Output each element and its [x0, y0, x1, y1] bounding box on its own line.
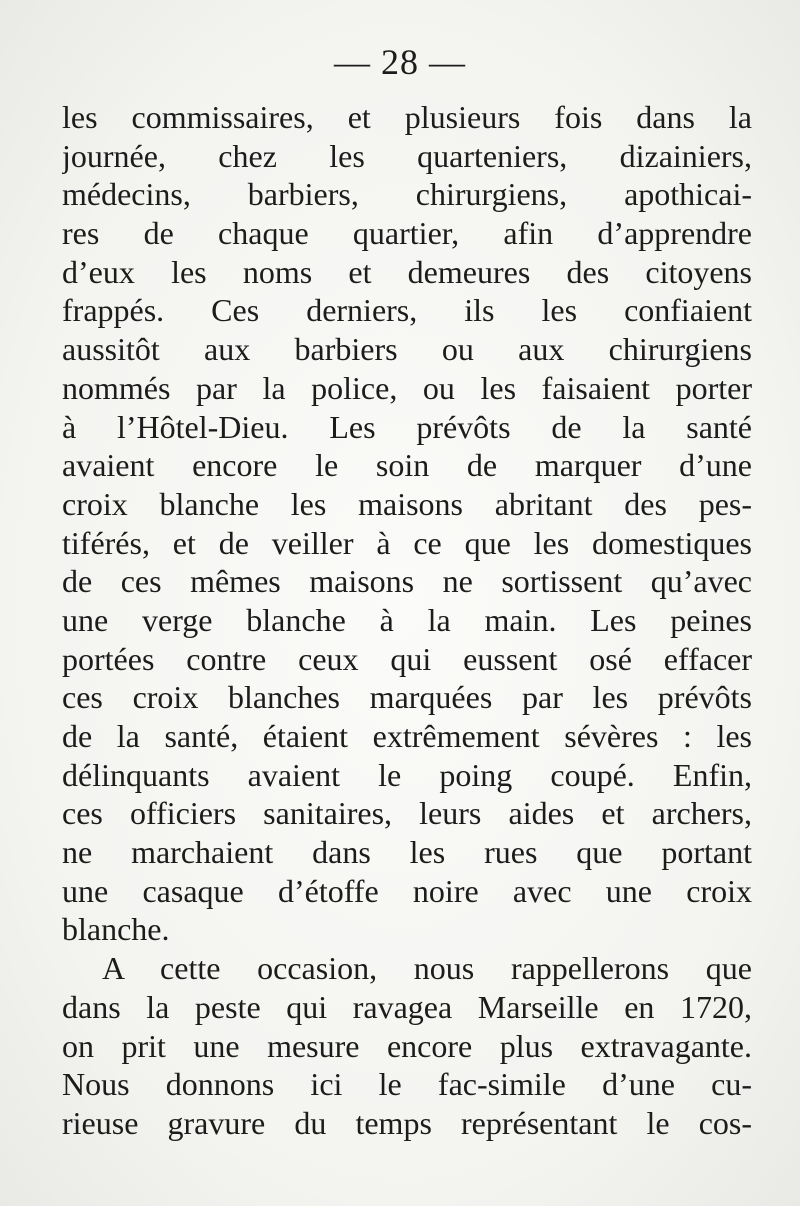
text-line: les commissaires, et plusieurs fois dans la: [62, 99, 752, 135]
text-line: A cette occasion, nous rappellerons que: [102, 950, 752, 987]
text-line: journée, chez les quarteniers, dizainiers,: [62, 137, 752, 174]
text-line: tiférés, et de veiller à ce que les domestiques: [62, 524, 752, 561]
text-line: croix blanche les maisons abritant des pes-: [62, 485, 752, 522]
text-line: ces croix blanches marquées par les prévôts: [62, 679, 752, 716]
text-line: de ces mêmes maisons ne sortissent qu’avec: [62, 563, 752, 600]
text-line: d’eux les noms et demeures des citoyens: [62, 253, 752, 290]
text-line: dans la peste qui ravagea Marseille en 1720,: [62, 988, 752, 1025]
text-line: Nous donnons ici le fac-simile d’une cu-: [62, 1066, 752, 1103]
text-line: rieuse gravure du temps représentant le cos-: [62, 1104, 752, 1141]
text-line: nommés par la police, ou les faisaient porter: [62, 369, 752, 406]
text-line: délinquants avaient le poing coupé. Enfin,: [62, 756, 752, 793]
text-line: blanche.: [62, 911, 170, 948]
text-line: à l’Hôtel-Dieu. Les prévôts de la santé: [62, 408, 752, 445]
text-line: avaient encore le soin de marquer d’une: [62, 447, 752, 484]
text-line: de la santé, étaient extrêmement sévères : les: [62, 718, 752, 754]
body-text: [62, 98, 752, 1143]
text-line: une verge blanche à la main. Les peines: [62, 601, 752, 638]
text-line: une casaque d’étoffe noire avec une croix: [62, 872, 752, 909]
text-line: médecins, barbiers, chirurgiens, apothicai-: [62, 176, 752, 213]
text-line: res de chaque quartier, afin d’apprendre: [62, 215, 752, 252]
paragraph-2: [62, 949, 752, 1142]
text-line: ne marchaient dans les rues que portant: [62, 834, 752, 871]
paragraph-1: [62, 98, 752, 949]
page-number: — 28 —: [334, 42, 466, 82]
text-line: portées contre ceux qui eussent osé effacer: [62, 640, 752, 677]
text-line: frappés. Ces derniers, ils les confiaient: [62, 292, 752, 329]
text-line: ces officiers sanitaires, leurs aides et archers,: [62, 795, 752, 832]
text-line: on prit une mesure encore plus extravagante.: [62, 1027, 752, 1064]
text-line: aussitôt aux barbiers ou aux chirurgiens: [62, 331, 752, 368]
